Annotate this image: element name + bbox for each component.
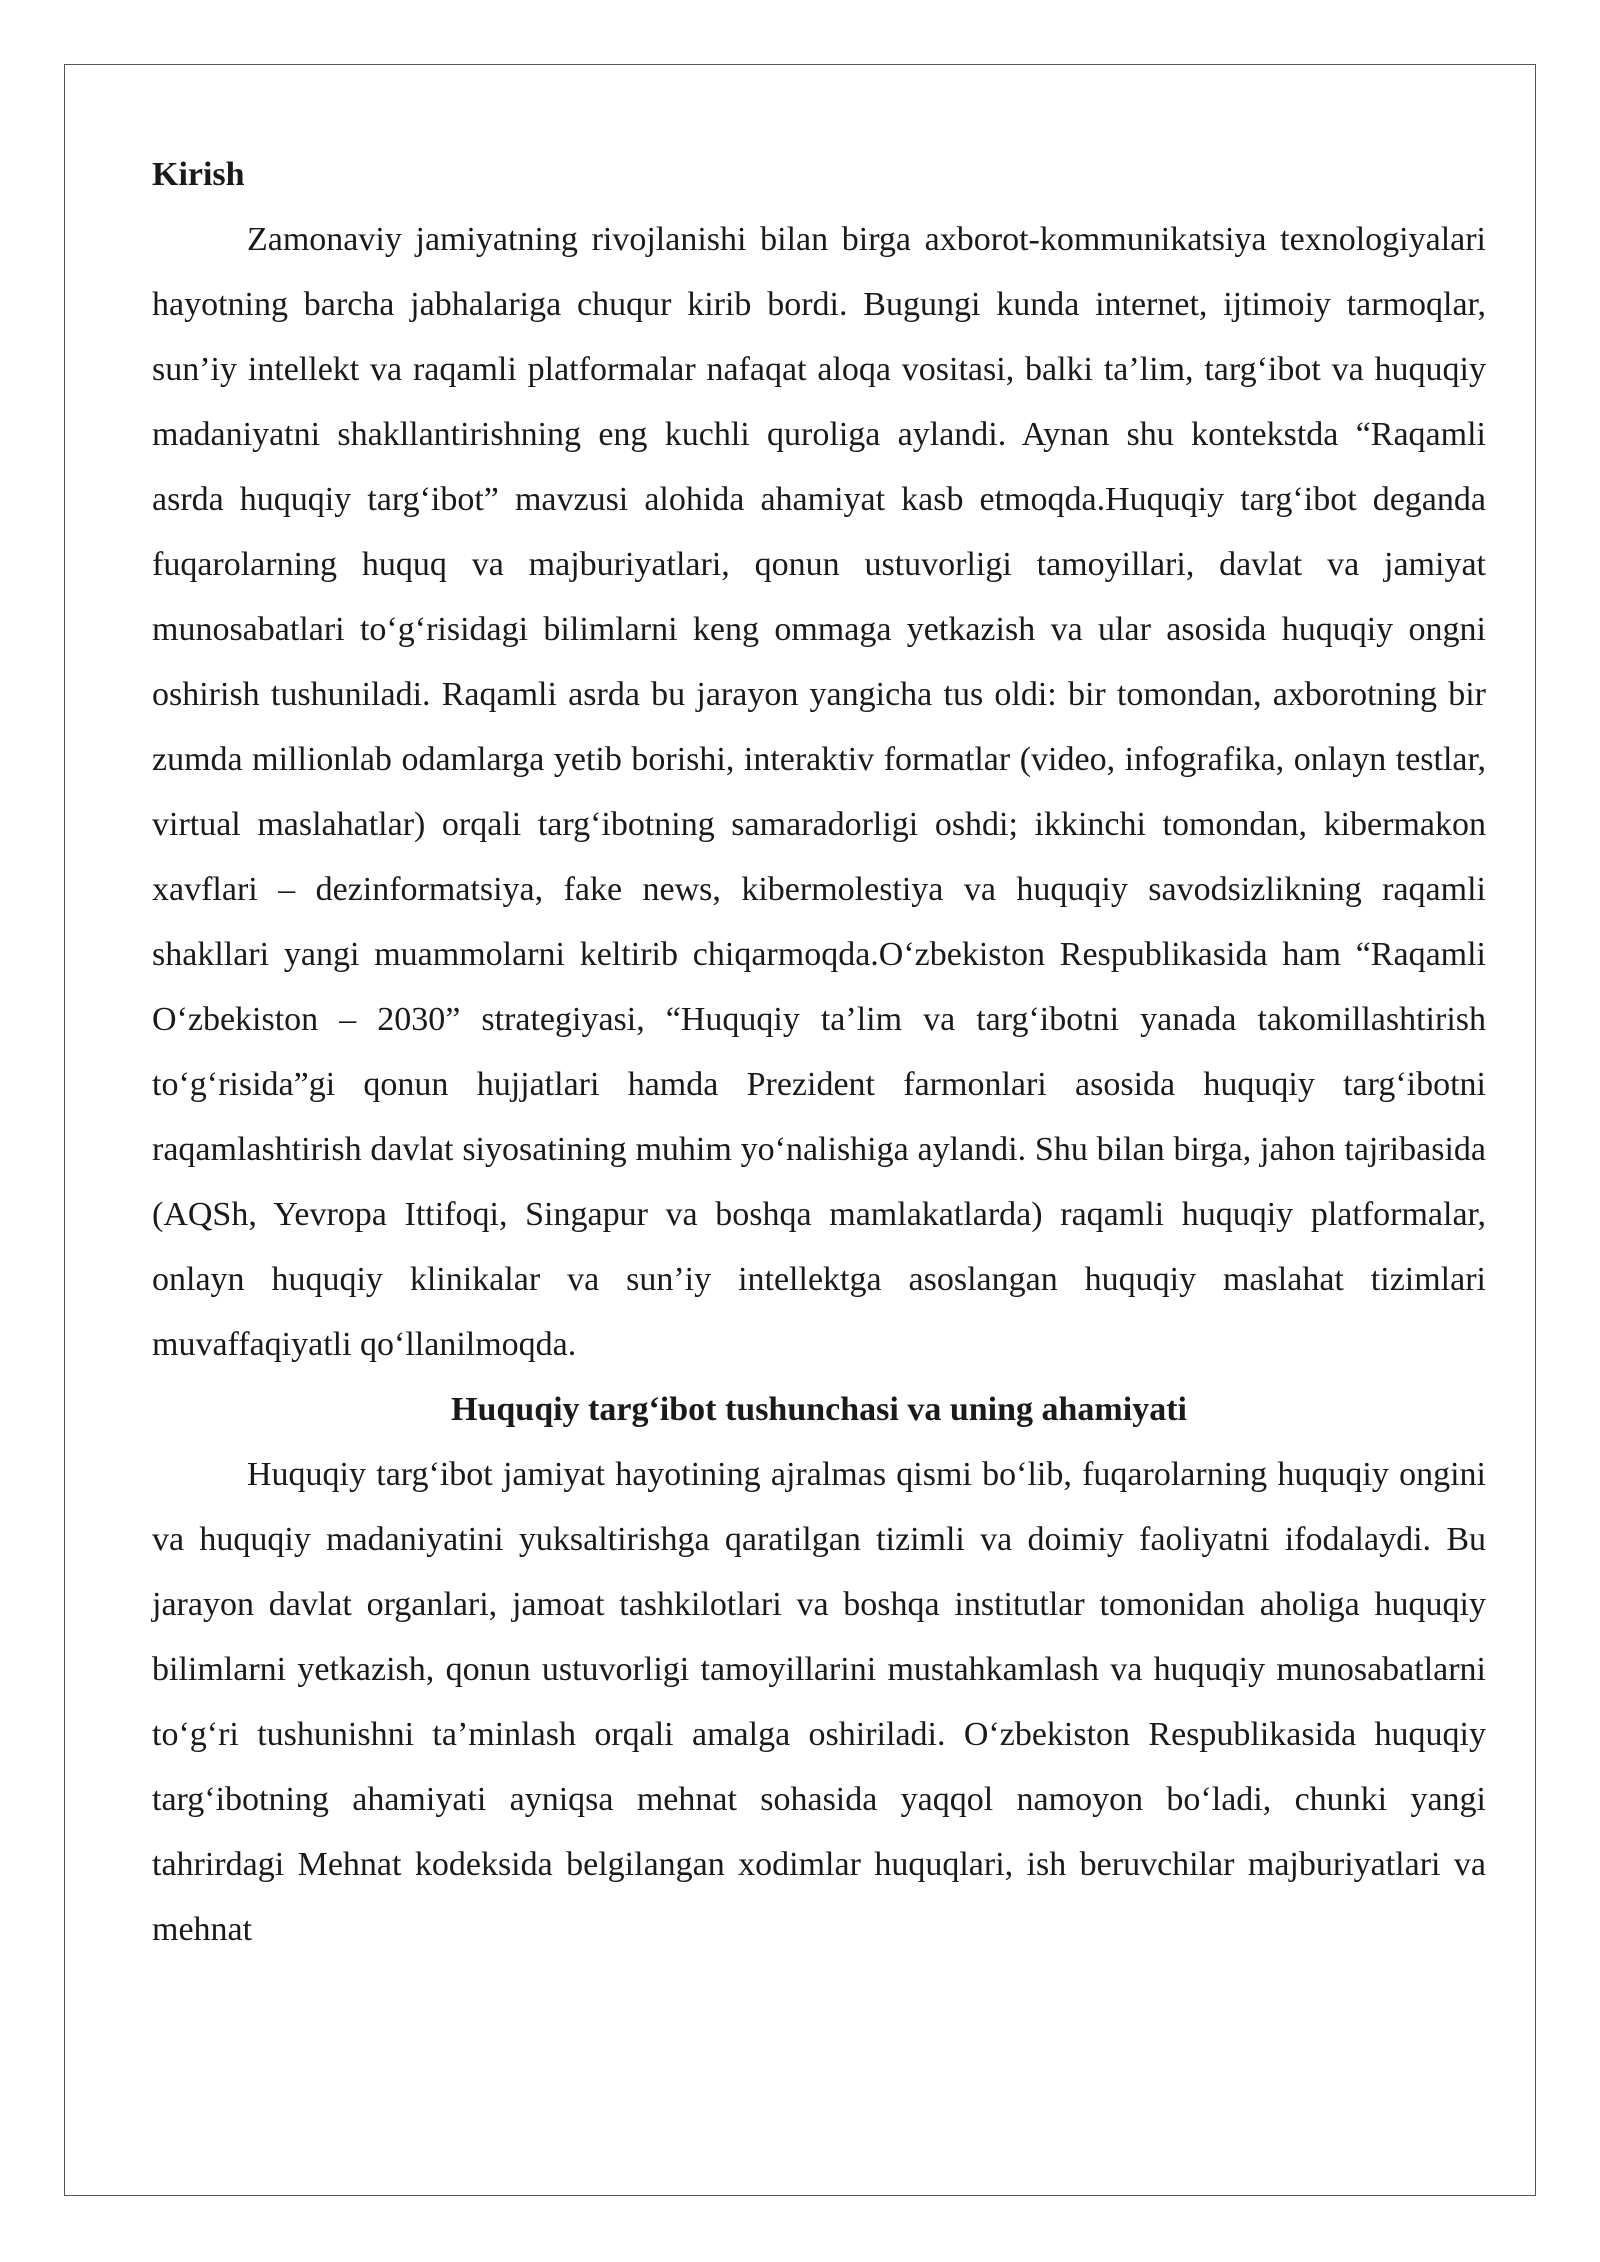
- intro-heading: Kirish: [152, 156, 245, 193]
- section-paragraph: Huquqiy targ‘ibot jamiyat hayotining ajralmas qismi bo‘lib, fuqarolarning huquqiy ongini va huquqiy madaniyatini yuksaltirishga qaratilgan tizimli va doimiy faoliyatni ifodalaydi. Bu jarayon davlat organlari, jamoat tashkilotlari va boshqa institutlar tomonidan aholiga huquqiy bilimlarni yetkazish, qonun ustuvorligi tamoyillarini mustahkamlash va huquqiy munosabatlarni to‘g‘ri tushunishni ta’minlash orqali amalga oshiriladi. O‘zbekiston Respublikasida huquqiy targ‘ibotning ahamiyati ayniqsa mehnat sohasida yaqqol namoyon bo‘ladi, chunki yangi tahrirdagi Mehnat kodeksida belgilangan xodimlar huquqlari, ish beruvchilar majburiyatlari va mehnat: [152, 1456, 1486, 1948]
- section-heading: Huquqiy targ‘ibot tushunchasi va uning ahamiyati: [451, 1391, 1187, 1428]
- document-body: [152, 142, 1486, 1962]
- intro-paragraph: Zamonaviy jamiyatning rivojlanishi bilan birga axborot-kommunikatsiya texnologiyalari hayotning barcha jabhalariga chuqur kirib bordi. Bugungi kunda internet, ijtimoiy tarmoqlar, sun’iy intellekt va raqamli platformalar nafaqat aloqa vositasi, balki ta’lim, targ‘ibot va huquqiy madaniyatni shakllantirishning eng kuchli quroliga aylandi. Aynan shu kontekstda “Raqamli asrda huquqiy targ‘ibot” mavzusi alohida ahamiyat kasb etmoqda.Huquqiy targ‘ibot deganda fuqarolarning huquq va majburiyatlari, qonun ustuvorligi tamoyillari, davlat va jamiyat munosabatlari to‘g‘risidagi bilimlarni keng ommaga yetkazish va ular asosida huquqiy ongni oshirish tushuniladi. Raqamli asrda bu jarayon yangicha tus oldi: bir tomondan, axborotning bir zumda millionlab odamlarga yetib borishi, interaktiv formatlar (video, infografika, onlayn testlar, virtual maslahatlar) orqali targ‘ibotning samaradorligi oshdi; ikkinchi tomondan, kibermakon xavflari – dezinformatsiya, fake news, kibermolestiya va huquqiy savodsizlikning raqamli shakllari yangi muammolarni keltirib chiqarmoqda.O‘zbekiston Respublikasida ham “Raqamli O‘zbekiston – 2030” strategiyasi, “Huquqiy ta’lim va targ‘ibotni yanada takomillashtirish to‘g‘risida”gi qonun hujjatlari hamda Prezident farmonlari asosida huquqiy targ‘ibotni raqamlashtirish davlat siyosatining muhim yo‘nalishiga aylandi. Shu bilan birga, jahon tajribasida (AQSh, Yevropa Ittifoqi, Singapur va boshqa mamlakatlarda) raqamli huquqiy platformalar, onlayn huquqiy klinikalar va sun’iy intellektga asoslangan huquqiy maslahat tizimlari muvaffaqiyatli qo‘llanilmoqda.: [152, 221, 1486, 1363]
